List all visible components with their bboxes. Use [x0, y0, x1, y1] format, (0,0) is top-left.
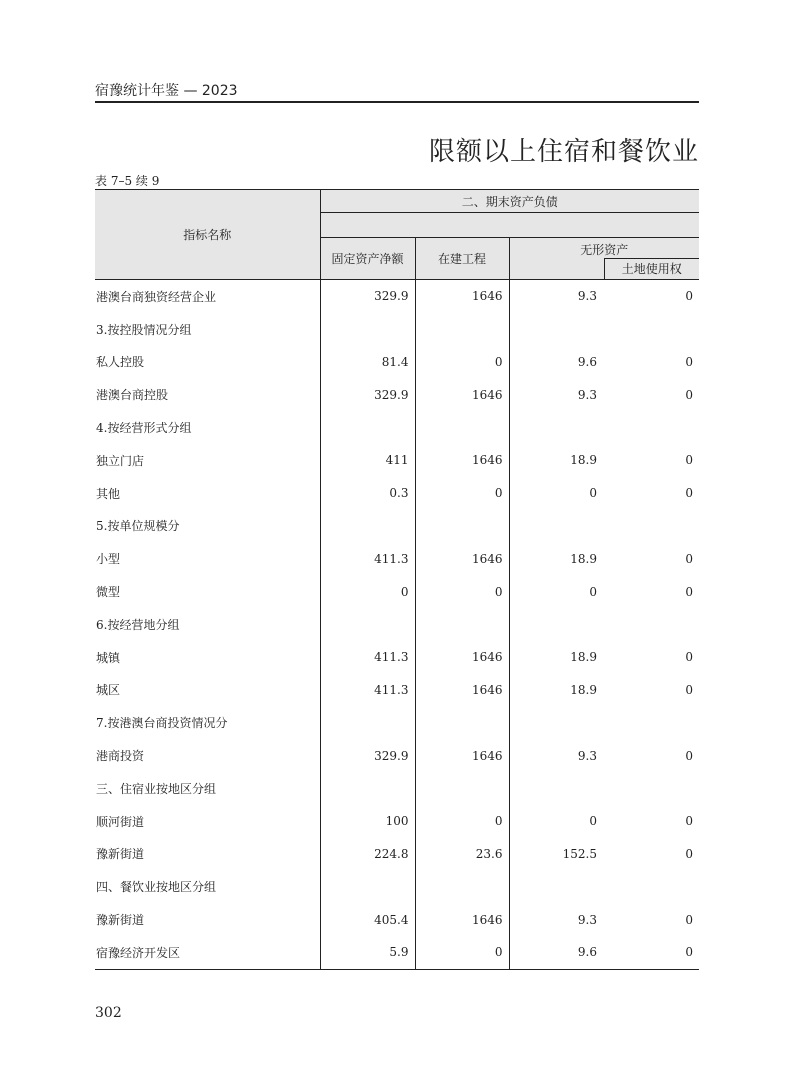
intangible-value: 9.6	[577, 945, 597, 960]
table-row	[95, 346, 699, 379]
intangible-group-cell	[509, 510, 699, 543]
row-name: 6.按经营地分组	[95, 608, 320, 641]
fixed-assets-value: 0.3	[320, 477, 415, 510]
fixed-assets-value: 329.9	[320, 280, 415, 313]
construction-value: 0	[415, 477, 509, 510]
land-use-value: 0	[685, 814, 693, 829]
row-name: 宿豫经济开发区	[95, 936, 320, 969]
table-row	[95, 510, 699, 543]
row-name: 城镇	[95, 641, 320, 674]
intangible-group-cell	[509, 739, 699, 772]
land-use-value: 0	[685, 846, 693, 861]
intangible-group-cell	[509, 575, 699, 608]
intangible-group-cell	[509, 542, 699, 575]
intangible-value: 9.3	[577, 748, 597, 763]
land-use-value: 0	[685, 354, 693, 369]
intangible-group-cell	[509, 838, 699, 871]
land-use-value: 0	[685, 584, 693, 599]
table-row	[95, 706, 699, 739]
intangible-group-cell	[509, 674, 699, 707]
row-name: 港澳台商控股	[95, 378, 320, 411]
construction-value: 1646	[415, 641, 509, 674]
construction-value	[415, 411, 509, 444]
row-name: 豫新街道	[95, 838, 320, 871]
fixed-assets-value	[320, 870, 415, 903]
fixed-assets-value: 411.3	[320, 542, 415, 575]
fixed-assets-value: 5.9	[320, 936, 415, 969]
header-rule	[95, 101, 699, 103]
land-use-value: 0	[685, 650, 693, 665]
intangible-value: 0	[589, 584, 597, 599]
table-row	[95, 477, 699, 510]
indicator-name-header: 指标名称	[95, 190, 320, 280]
intangible-group-cell	[509, 805, 699, 838]
intangible-value: 152.5	[562, 846, 597, 861]
intangible-value: 9.6	[577, 354, 597, 369]
intangible-value: 0	[589, 814, 597, 829]
construction-value: 0	[415, 936, 509, 969]
intangible-value: 18.9	[570, 453, 597, 468]
fixed-assets-value	[320, 706, 415, 739]
table-row	[95, 608, 699, 641]
intangible-group-cell	[509, 477, 699, 510]
fixed-assets-value	[320, 510, 415, 543]
construction-value: 0	[415, 575, 509, 608]
fixed-assets-value: 81.4	[320, 346, 415, 379]
land-use-value: 0	[685, 486, 693, 501]
land-use-value: 0	[685, 748, 693, 763]
table-code: 表 7–5 续 9	[95, 174, 160, 188]
row-name: 微型	[95, 575, 320, 608]
table-row	[95, 542, 699, 575]
land-use-value: 0	[685, 387, 693, 402]
intangible-group-cell	[509, 608, 699, 641]
construction-value	[415, 706, 509, 739]
intangible-group-cell	[509, 641, 699, 674]
table-row	[95, 411, 699, 444]
table-row	[95, 772, 699, 805]
intangible-value: 9.3	[577, 387, 597, 402]
construction-value: 1646	[415, 903, 509, 936]
intangible-group-cell	[509, 870, 699, 903]
row-name: 私人控股	[95, 346, 320, 379]
land-use-value: 0	[685, 551, 693, 566]
table-body	[95, 280, 699, 970]
intangible-group-cell	[509, 378, 699, 411]
intangible-group-cell	[509, 772, 699, 805]
page-number: 302	[95, 1005, 122, 1021]
fixed-assets-value: 0	[320, 575, 415, 608]
construction-value	[415, 313, 509, 346]
column-header-fixed-assets: 固定资产净额	[320, 238, 415, 280]
fixed-assets-value: 411.3	[320, 674, 415, 707]
fixed-assets-value	[320, 411, 415, 444]
row-name: 5.按单位规模分	[95, 510, 320, 543]
table-row	[95, 641, 699, 674]
intangible-group-cell	[509, 903, 699, 936]
group-subheader-blank	[320, 213, 699, 238]
row-name: 三、住宿业按地区分组	[95, 772, 320, 805]
row-name: 四、餐饮业按地区分组	[95, 870, 320, 903]
intangible-assets-label: 无形资产	[580, 243, 629, 257]
running-head: 宿豫统计年鉴 — 2023	[95, 83, 238, 99]
table-row	[95, 575, 699, 608]
table-row	[95, 870, 699, 903]
table-row	[95, 903, 699, 936]
intangible-value: 18.9	[570, 551, 597, 566]
fixed-assets-value: 224.8	[320, 838, 415, 871]
land-use-value: 0	[685, 682, 693, 697]
row-name: 豫新街道	[95, 903, 320, 936]
table-row	[95, 313, 699, 346]
row-name: 4.按经营形式分组	[95, 411, 320, 444]
construction-value: 1646	[415, 739, 509, 772]
group-header: 二、期末资产负债	[320, 190, 699, 213]
table-row	[95, 739, 699, 772]
fixed-assets-value	[320, 313, 415, 346]
land-use-value: 0	[685, 912, 693, 927]
data-table	[95, 189, 699, 970]
intangible-group-cell	[509, 706, 699, 739]
row-name: 顺河街道	[95, 805, 320, 838]
table-row	[95, 674, 699, 707]
page-title: 限额以上住宿和餐饮业	[428, 137, 699, 167]
intangible-value: 18.9	[570, 682, 597, 697]
fixed-assets-value	[320, 772, 415, 805]
construction-value: 1646	[415, 542, 509, 575]
intangible-value: 9.3	[577, 912, 597, 927]
row-name: 港澳台商独资经营企业	[95, 280, 320, 313]
fixed-assets-value: 329.9	[320, 378, 415, 411]
fixed-assets-value: 411	[320, 444, 415, 477]
table-row	[95, 378, 699, 411]
construction-value	[415, 608, 509, 641]
fixed-assets-value	[320, 608, 415, 641]
row-name: 独立门店	[95, 444, 320, 477]
fixed-assets-value: 405.4	[320, 903, 415, 936]
intangible-group-cell	[509, 346, 699, 379]
fixed-assets-value: 100	[320, 805, 415, 838]
intangible-group-cell	[509, 411, 699, 444]
column-header-intangible	[509, 238, 699, 280]
table-row	[95, 936, 699, 969]
construction-value	[415, 772, 509, 805]
table-row	[95, 280, 699, 313]
row-name: 7.按港澳台商投资情况分	[95, 706, 320, 739]
table-row	[95, 838, 699, 871]
row-name: 3.按控股情况分组	[95, 313, 320, 346]
construction-value: 1646	[415, 378, 509, 411]
land-use-value: 0	[685, 945, 693, 960]
fixed-assets-value: 329.9	[320, 739, 415, 772]
land-use-value: 0	[685, 289, 693, 304]
row-name: 其他	[95, 477, 320, 510]
intangible-value: 0	[589, 486, 597, 501]
intangible-group-cell	[509, 444, 699, 477]
construction-value: 0	[415, 805, 509, 838]
construction-value: 1646	[415, 280, 509, 313]
construction-value: 23.6	[415, 838, 509, 871]
intangible-group-cell	[509, 936, 699, 969]
land-use-right-header: 土地使用权	[604, 258, 700, 279]
intangible-value: 18.9	[570, 650, 597, 665]
construction-value	[415, 510, 509, 543]
column-header-construction: 在建工程	[415, 238, 509, 280]
construction-value: 1646	[415, 674, 509, 707]
construction-value: 1646	[415, 444, 509, 477]
row-name: 小型	[95, 542, 320, 575]
intangible-group-cell	[509, 280, 699, 313]
intangible-group-cell	[509, 313, 699, 346]
table-row	[95, 444, 699, 477]
intangible-value: 9.3	[577, 289, 597, 304]
fixed-assets-value: 411.3	[320, 641, 415, 674]
land-use-value: 0	[685, 453, 693, 468]
construction-value: 0	[415, 346, 509, 379]
row-name: 港商投资	[95, 739, 320, 772]
table-row	[95, 805, 699, 838]
row-name: 城区	[95, 674, 320, 707]
construction-value	[415, 870, 509, 903]
